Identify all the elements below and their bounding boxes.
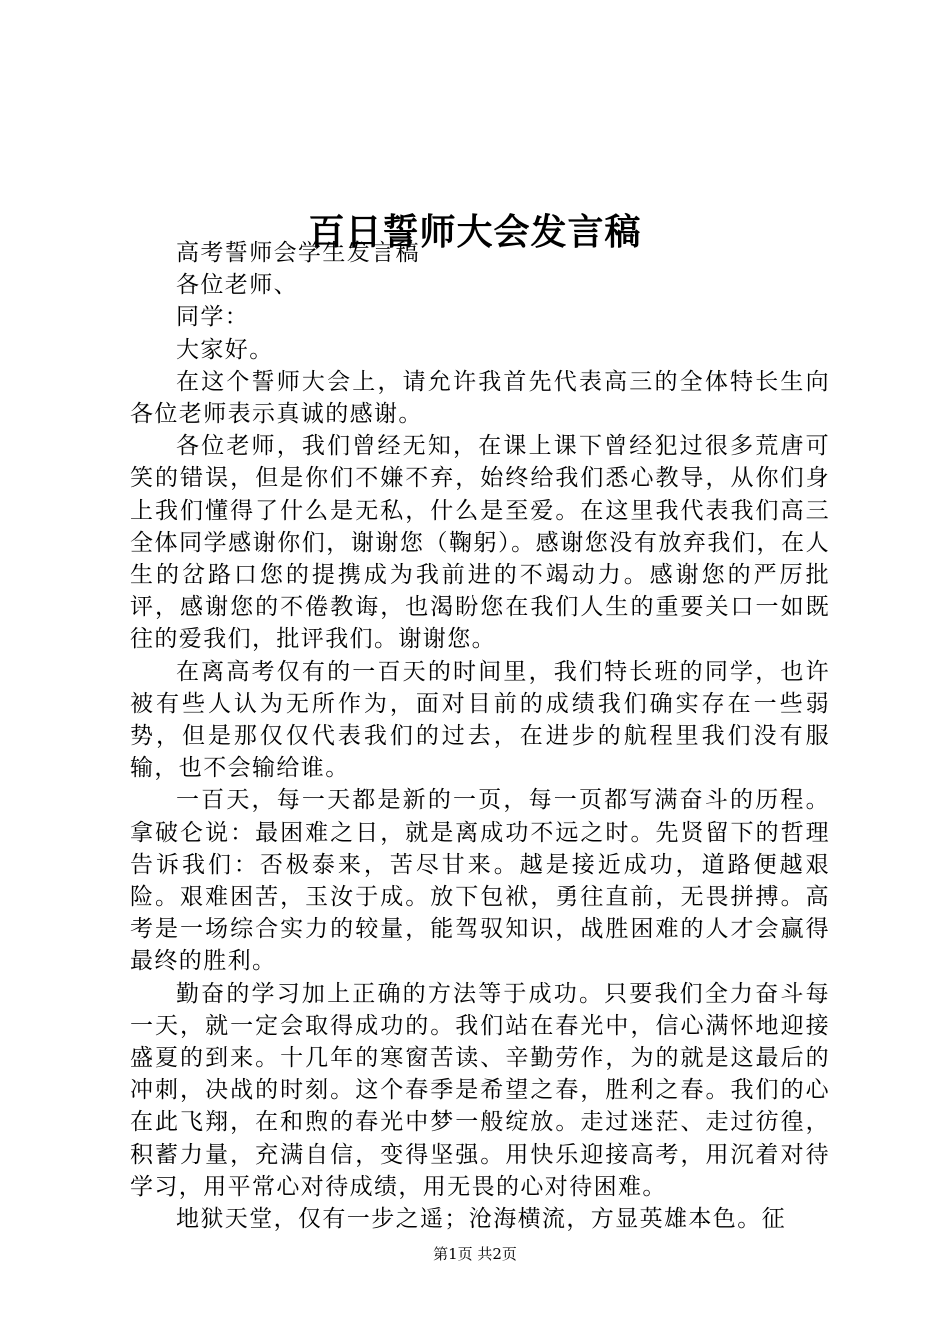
paragraph-salutation-teachers: 各位老师、: [176, 272, 298, 299]
paragraph-salutation-students: 同学：: [176, 304, 250, 331]
document-title: 百日誓师大会发言稿: [308, 211, 642, 254]
page-footer: [0, 1244, 950, 1264]
paragraph: 勤奋的学习加上正确的方法等于成功。只要我们全力奋斗每一天，就一定会取得成功的。我们站在春光中，信心满怀地迎接盛夏的到来。十几年的寒窗苦读、辛勤劳作，为的就是这最后的冲刺，决战的时刻。这个春季是希望之春，胜利之春。我们的心在此飞翔，在和煦的春光中梦一般绽放。走过迷茫、走过彷徨，积蓄力量，充满自信，变得坚强。用快乐迎接高考，用沉着对待学习，用平常心对待成绩，用无畏的心对待困难。: [130, 980, 830, 1200]
page-number-indicator: 第1页 共2页: [433, 1245, 517, 1263]
paragraph: 地狱天堂，仅有一步之遥；沧海横流，方显英雄本色。征: [176, 1206, 786, 1233]
paragraph: 在这个誓师大会上，请允许我首先代表高三的全体特长生向各位老师表示真诚的感谢。: [130, 368, 830, 428]
paragraph-greeting: 大家好。: [176, 336, 274, 363]
paragraph-subtitle: 高考誓师会学生发言稿: [176, 240, 420, 266]
document-body: [130, 237, 830, 1235]
paragraph: 一百天，每一天都是新的一页，每一页都写满奋斗的历程。拿破仑说：最困难之日，就是离成功不远之时。先贤留下的哲理告诉我们：否极泰来，苦尽甘来。越是接近成功，道路便越艰险。艰难困苦，玉汝于成。放下包袱，勇往直前，无畏拼搏。高考是一场综合实力的较量，能驾驭知识，战胜困难的人才会赢得最终的胜利。: [130, 787, 830, 975]
paragraph: 各位老师，我们曾经无知，在课上课下曾经犯过很多荒唐可笑的错误，但是你们不嫌不弃，始终给我们悉心教导，从你们身上我们懂得了什么是无私，什么是至爱。在这里我代表我们高三全体同学感谢你们，谢谢您（鞠躬）。感谢您没有放弃我们，在人生的岔路口您的提携成为我前进的不竭动力。感谢您的严厉批评，感谢您的不倦教诲，也渴盼您在我们人生的重要关口一如既往的爱我们，批评我们。谢谢您。: [130, 433, 830, 653]
paragraph: 在离高考仅有的一百天的时间里，我们特长班的同学，也许被有些人认为无所作为，面对目前的成绩我们确实存在一些弱势，但是那仅仅代表我们的过去，在进步的航程里我们没有服输，也不会输给谁。: [130, 658, 830, 782]
